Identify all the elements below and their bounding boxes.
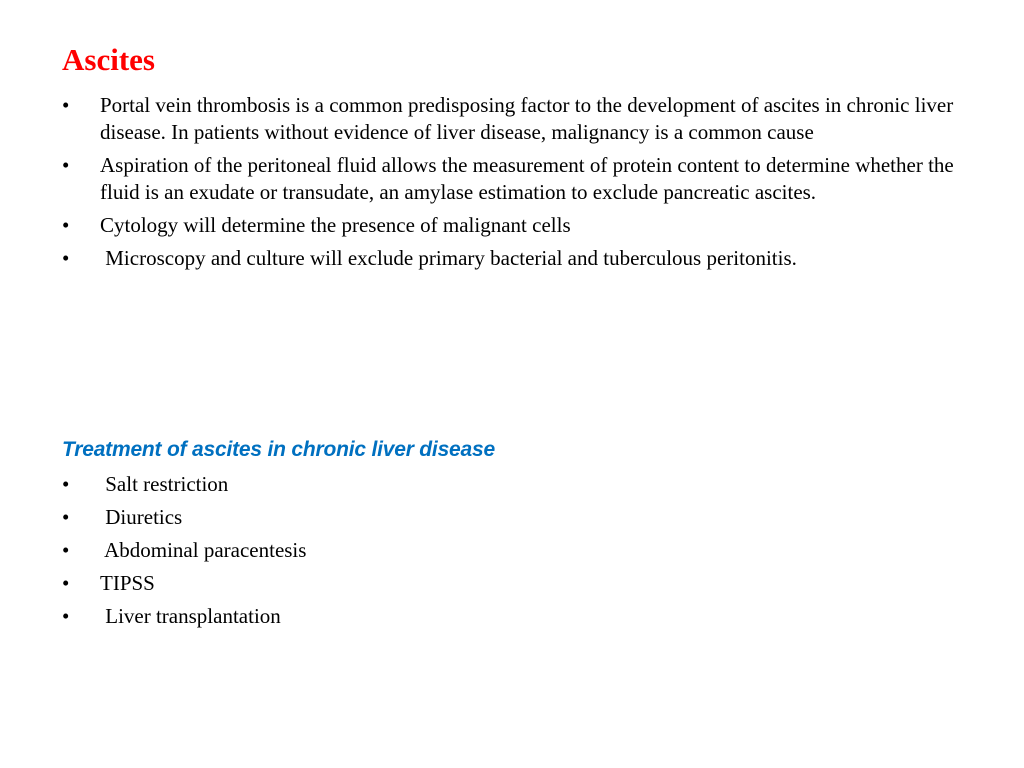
- list-item: [62, 537, 962, 564]
- bullet-marker: •: [62, 246, 70, 270]
- bullet-marker: •: [62, 571, 70, 595]
- bullet-marker: •: [62, 93, 70, 117]
- list-item: [62, 471, 962, 498]
- bullet-marker: •: [62, 213, 70, 237]
- bullet-text: TIPSS: [100, 571, 155, 595]
- treatment-subheading: Treatment of ascites in chronic liver disease: [62, 438, 495, 461]
- list-item: [62, 570, 962, 597]
- bullet-text: Aspiration of the peritoneal fluid allows the measurement of protein content to determine whether the fluid is an exudate or transudate, an amylase estimation to exclude pancreatic ascites.: [100, 153, 954, 204]
- list-item: [62, 152, 962, 206]
- bullet-marker: •: [62, 538, 70, 562]
- main-bullet-list: [62, 92, 962, 278]
- bullet-text: Microscopy and culture will exclude primary bacterial and tuberculous peritonitis.: [100, 246, 797, 270]
- list-item: [62, 504, 962, 531]
- bullet-marker: •: [62, 505, 70, 529]
- bullet-text: Liver transplantation: [100, 604, 281, 628]
- bullet-text: Cytology will determine the presence of malignant cells: [100, 213, 571, 237]
- bullet-marker: •: [62, 153, 70, 177]
- bullet-text: Salt restriction: [100, 472, 229, 496]
- bullet-marker: •: [62, 604, 70, 628]
- list-item: [62, 212, 962, 239]
- bullet-marker: •: [62, 472, 70, 496]
- treatment-bullet-list: [62, 471, 962, 636]
- list-item: [62, 603, 962, 630]
- slide-title: Ascites: [62, 42, 155, 77]
- bullet-text: Diuretics: [100, 505, 183, 529]
- bullet-text: Portal vein thrombosis is a common predisposing factor to the development of ascites in chronic liver disease. In patients without evidence of liver disease, malignancy is a common cause: [100, 93, 954, 144]
- list-item: [62, 92, 962, 146]
- bullet-text: Abdominal paracentesis: [100, 538, 307, 562]
- list-item: [62, 245, 962, 272]
